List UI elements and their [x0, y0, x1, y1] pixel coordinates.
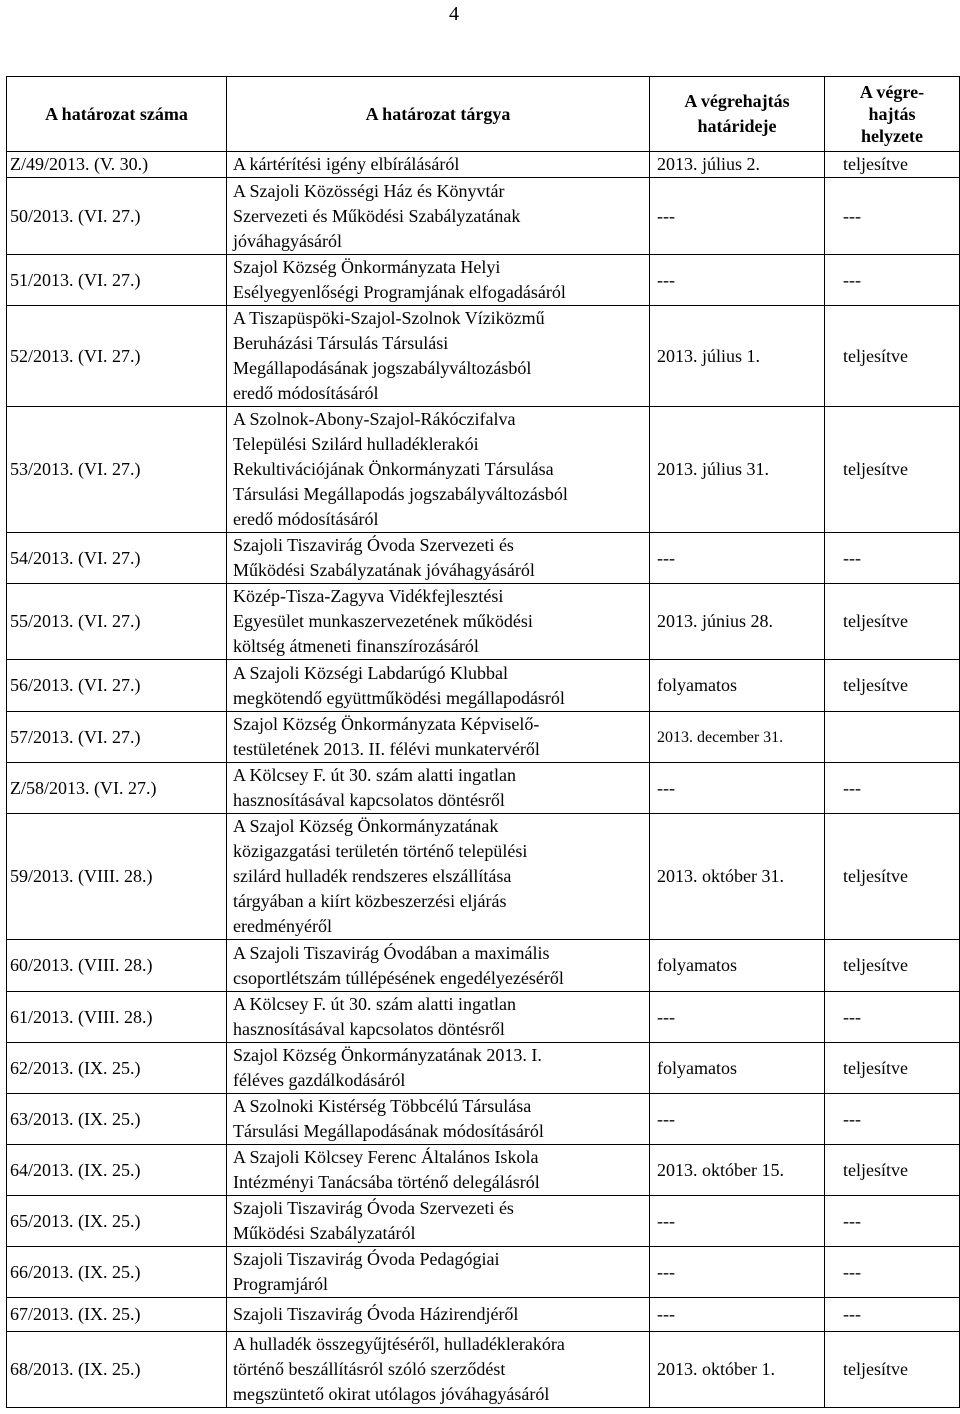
- subject-line: Rekultivációjának Önkormányzati Társulása: [233, 459, 554, 479]
- table-row: [7, 533, 960, 584]
- resolution-number: 56/2013. (VI. 27.): [7, 660, 227, 712]
- subject-line: Működési Szabályzatáról: [233, 1223, 416, 1243]
- subject-line: hasznosításával kapcsolatos döntésről: [233, 790, 505, 810]
- execution-status: teljesítve: [825, 584, 960, 660]
- resolution-subject: [227, 1332, 650, 1408]
- table-header-row: [7, 77, 960, 152]
- subject-line: megszüntető okirat utólagos jóváhagyásáról: [233, 1384, 550, 1404]
- subject-line: Szajol Község Önkormányzatának 2013. I.: [233, 1045, 542, 1065]
- subject-line: Egyesület munkaszervezetének működési: [233, 611, 533, 631]
- execution-status: [825, 712, 960, 763]
- resolution-subject: [227, 660, 650, 712]
- execution-deadline: ---: [650, 1094, 825, 1145]
- resolution-number: Z/58/2013. (VI. 27.): [7, 763, 227, 814]
- execution-status: teljesítve: [825, 814, 960, 940]
- resolution-number: 66/2013. (IX. 25.): [7, 1247, 227, 1298]
- subject-line: csoportlétszám túllépésének engedélyezéséről: [233, 967, 564, 988]
- execution-deadline: ---: [650, 992, 825, 1043]
- resolution-subject: [227, 1094, 650, 1145]
- subject-line: Működési Szabályzatának jóváhagyásáról: [233, 560, 535, 580]
- subject-line: Intézményi Tanácsába történő delegálásról: [233, 1172, 540, 1192]
- table-row: [7, 1145, 960, 1196]
- subject-line: A Szajoli Kölcsey Ferenc Általános Iskola: [233, 1147, 539, 1167]
- subject-line: Szajoli Tiszavirág Óvoda Szervezeti és: [233, 535, 514, 555]
- resolution-subject: [227, 178, 650, 255]
- execution-deadline: ---: [650, 178, 825, 255]
- execution-status: teljesítve: [825, 407, 960, 533]
- table-row: [7, 940, 960, 992]
- table-row: [7, 1332, 960, 1408]
- execution-deadline: ---: [650, 1196, 825, 1247]
- table-row: [7, 763, 960, 814]
- subject-line: A kártérítési igény elbírálásáról: [233, 154, 460, 174]
- subject-line: Szajoli Tiszavirág Óvoda Szervezeti és: [233, 1198, 514, 1218]
- execution-deadline: folyamatos: [650, 940, 825, 992]
- table-row: [7, 255, 960, 306]
- execution-deadline: 2013. július 2.: [650, 152, 825, 178]
- resolution-number: 55/2013. (VI. 27.): [7, 584, 227, 660]
- resolution-subject: [227, 255, 650, 306]
- table-row: [7, 178, 960, 255]
- execution-deadline: 2013. július 1.: [650, 306, 825, 407]
- resolution-subject: [227, 814, 650, 940]
- resolution-number: 63/2013. (IX. 25.): [7, 1094, 227, 1145]
- execution-deadline: folyamatos: [650, 1043, 825, 1094]
- subject-line: Társulási Megállapodás jogszabályváltozásból: [233, 484, 568, 504]
- subject-line: Megállapodásának jogszabályváltozásból: [233, 358, 532, 378]
- resolution-subject: [227, 940, 650, 992]
- execution-status: ---: [825, 533, 960, 584]
- execution-status: ---: [825, 1094, 960, 1145]
- subject-line: A Szajoli Tiszavirág Óvodában a maximális: [233, 942, 550, 963]
- resolution-number: 52/2013. (VI. 27.): [7, 306, 227, 407]
- table-row: [7, 306, 960, 407]
- subject-line: A Szajoli Közösségi Ház és Könyvtár: [233, 180, 505, 201]
- execution-status: ---: [825, 1247, 960, 1298]
- table-row: [7, 152, 960, 178]
- resolution-number: 62/2013. (IX. 25.): [7, 1043, 227, 1094]
- table-row: [7, 1043, 960, 1094]
- table-row: [7, 712, 960, 763]
- subject-line: A Kölcsey F. út 30. szám alatti ingatlan: [233, 994, 517, 1014]
- table-row: [7, 1196, 960, 1247]
- resolution-number: 64/2013. (IX. 25.): [7, 1145, 227, 1196]
- resolution-number: 67/2013. (IX. 25.): [7, 1298, 227, 1332]
- resolution-subject: [227, 712, 650, 763]
- resolution-number: 51/2013. (VI. 27.): [7, 255, 227, 306]
- resolution-number: 57/2013. (VI. 27.): [7, 712, 227, 763]
- subject-line: Beruházási Társulás Társulási: [233, 333, 449, 353]
- resolution-subject: [227, 1043, 650, 1094]
- execution-status: teljesítve: [825, 660, 960, 712]
- resolution-number: 53/2013. (VI. 27.): [7, 407, 227, 533]
- subject-line: közigazgatási területén történő települési: [233, 841, 528, 861]
- resolutions-table: [6, 76, 960, 1408]
- resolution-subject: [227, 1196, 650, 1247]
- execution-status: ---: [825, 1196, 960, 1247]
- page-number: 4: [449, 3, 459, 25]
- header-status: A végre- hajtás helyzete: [825, 77, 960, 152]
- resolution-subject: [227, 407, 650, 533]
- execution-status: teljesítve: [825, 940, 960, 992]
- execution-deadline: ---: [650, 1247, 825, 1298]
- resolution-subject: [227, 584, 650, 660]
- subject-line: Társulási Megállapodásának módosításáról: [233, 1121, 544, 1141]
- execution-deadline: ---: [650, 533, 825, 584]
- subject-line: Közép-Tisza-Zagyva Vidékfejlesztési: [233, 586, 504, 606]
- table-row: [7, 1298, 960, 1332]
- resolution-subject: [227, 1145, 650, 1196]
- subject-line: Esélyegyenlőségi Programjának elfogadásáról: [233, 282, 566, 302]
- resolution-subject: [227, 533, 650, 584]
- resolution-subject: [227, 306, 650, 407]
- execution-deadline: ---: [650, 255, 825, 306]
- resolution-number: 50/2013. (VI. 27.): [7, 178, 227, 255]
- subject-line: féléves gazdálkodásáról: [233, 1070, 406, 1090]
- execution-status: ---: [825, 992, 960, 1043]
- resolution-number: 61/2013. (VIII. 28.): [7, 992, 227, 1043]
- subject-line: szilárd hulladék rendszeres elszállítása: [233, 866, 512, 886]
- subject-line: Szajoli Tiszavirág Óvoda Házirendjéről: [233, 1304, 519, 1324]
- header-subject: A határozat tárgya: [227, 77, 650, 152]
- execution-status: teljesítve: [825, 1043, 960, 1094]
- subject-line: A Tiszapüspöki-Szajol-Szolnok Víziközmű: [233, 308, 545, 328]
- resolution-subject: [227, 152, 650, 178]
- table-row: [7, 992, 960, 1043]
- subject-line: hasznosításával kapcsolatos döntésről: [233, 1019, 505, 1039]
- resolution-subject: [227, 763, 650, 814]
- subject-line: Szajol Község Önkormányzata Helyi: [233, 257, 501, 277]
- execution-status: ---: [825, 255, 960, 306]
- execution-status: teljesítve: [825, 1145, 960, 1196]
- execution-status: ---: [825, 763, 960, 814]
- subject-line: eredő módosításáról: [233, 383, 379, 403]
- subject-line: eredményéről: [233, 916, 332, 936]
- table-row: [7, 814, 960, 940]
- resolution-number: 65/2013. (IX. 25.): [7, 1196, 227, 1247]
- resolution-subject: [227, 1298, 650, 1332]
- subject-line: megkötendő együttműködési megállapodásról: [233, 687, 565, 708]
- subject-line: Szervezeti és Működési Szabályzatának: [233, 205, 521, 226]
- execution-status: ---: [825, 1298, 960, 1332]
- execution-status: teljesítve: [825, 152, 960, 178]
- table-row: [7, 1094, 960, 1145]
- table-row: [7, 1247, 960, 1298]
- subject-line: költség átmeneti finanszírozásáról: [233, 636, 479, 656]
- execution-deadline: 2013. június 28.: [650, 584, 825, 660]
- header-deadline: A végrehajtás határideje: [650, 77, 825, 152]
- header-number: A határozat száma: [7, 77, 227, 152]
- execution-deadline: 2013. december 31.: [650, 712, 825, 763]
- subject-line: A Szajol Község Önkormányzatának: [233, 816, 499, 836]
- subject-line: A Szajoli Községi Labdarúgó Klubbal: [233, 662, 508, 683]
- subject-line: Szajol Község Önkormányzata Képviselő-: [233, 714, 540, 734]
- subject-line: eredő módosításáról: [233, 509, 379, 529]
- execution-deadline: folyamatos: [650, 660, 825, 712]
- execution-deadline: 2013. október 1.: [650, 1332, 825, 1408]
- execution-status: teljesítve: [825, 1332, 960, 1408]
- subject-line: Települési Szilárd hulladéklerakói: [233, 434, 479, 454]
- table-row: [7, 584, 960, 660]
- resolution-number: 54/2013. (VI. 27.): [7, 533, 227, 584]
- subject-line: történő beszállításról szóló szerződést: [233, 1359, 506, 1379]
- resolution-number: Z/49/2013. (V. 30.): [7, 152, 227, 178]
- execution-deadline: 2013. július 31.: [650, 407, 825, 533]
- resolution-subject: [227, 992, 650, 1043]
- resolution-number: 60/2013. (VIII. 28.): [7, 940, 227, 992]
- execution-status: teljesítve: [825, 306, 960, 407]
- subject-line: A Szolnok-Abony-Szajol-Rákóczifalva: [233, 409, 516, 429]
- resolution-number: 68/2013. (IX. 25.): [7, 1332, 227, 1408]
- subject-line: A Kölcsey F. út 30. szám alatti ingatlan: [233, 765, 517, 785]
- table-row: [7, 407, 960, 533]
- subject-line: testületének 2013. II. félévi munkatervéről: [233, 739, 540, 759]
- subject-line: A Szolnoki Kistérség Többcélú Társulása: [233, 1096, 532, 1116]
- subject-line: tárgyában a kiírt közbeszerzési eljárás: [233, 891, 507, 911]
- execution-deadline: 2013. október 31.: [650, 814, 825, 940]
- execution-deadline: 2013. október 15.: [650, 1145, 825, 1196]
- resolution-number: 59/2013. (VIII. 28.): [7, 814, 227, 940]
- execution-deadline: ---: [650, 763, 825, 814]
- subject-line: A hulladék összegyűjtéséről, hulladéklerakóra: [233, 1334, 565, 1354]
- table-row: [7, 660, 960, 712]
- resolution-subject: [227, 1247, 650, 1298]
- subject-line: Szajoli Tiszavirág Óvoda Pedagógiai: [233, 1249, 500, 1269]
- execution-status: ---: [825, 178, 960, 255]
- execution-deadline: ---: [650, 1298, 825, 1332]
- subject-line: Programjáról: [233, 1274, 328, 1294]
- subject-line: jóváhagyásáról: [233, 230, 342, 251]
